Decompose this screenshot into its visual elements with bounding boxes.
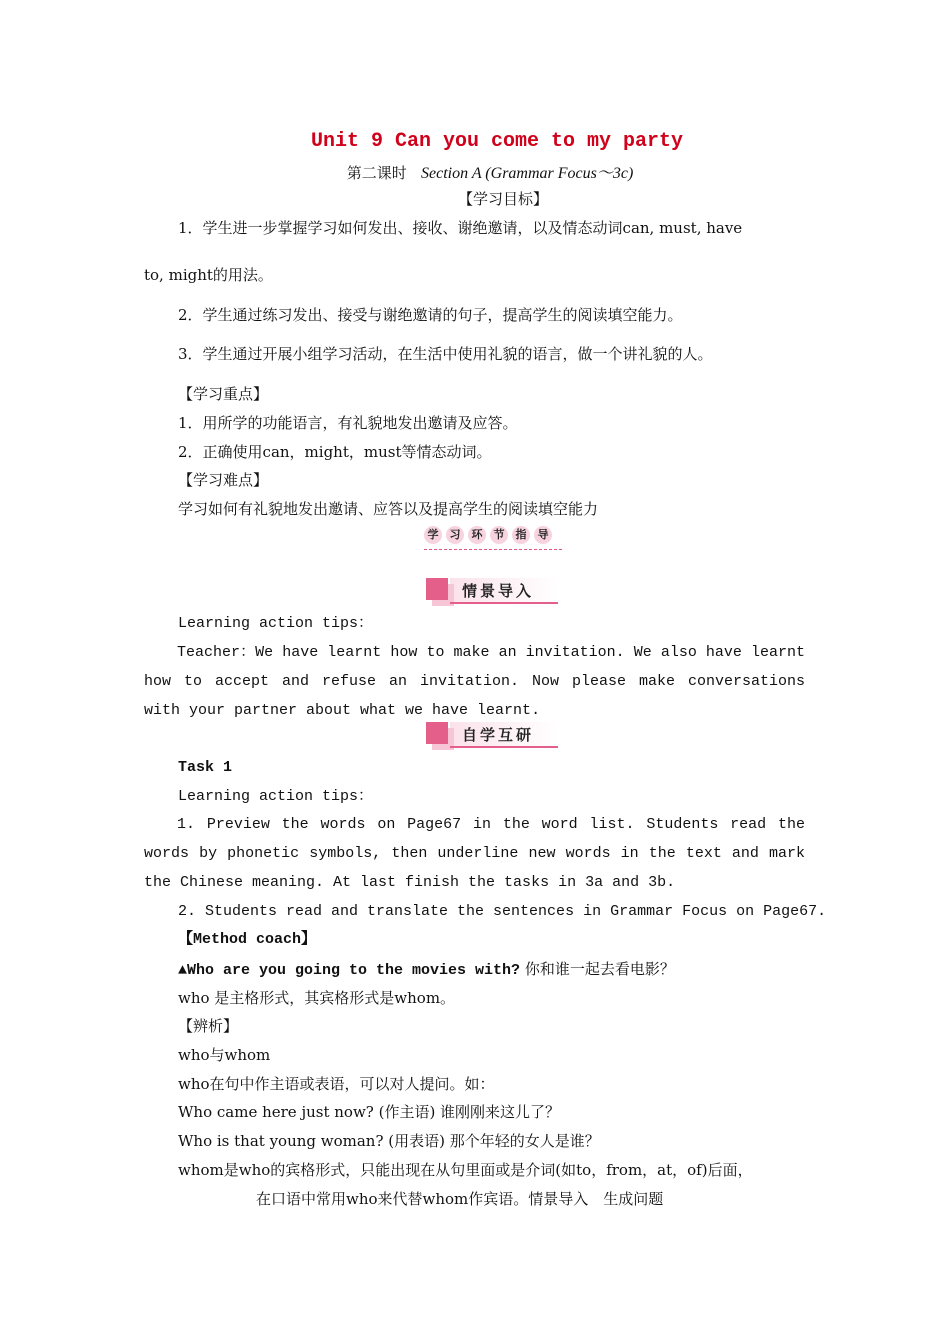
- example-1: Who came here just now? (作主语) 谁刚刚来这儿了？: [178, 1103, 561, 1121]
- analysis-heading: 【辨析】: [178, 1017, 239, 1035]
- section-heading-scene-text: 情景导入: [462, 582, 535, 600]
- banner-char: 指: [512, 526, 530, 544]
- banner-char: 习: [446, 526, 464, 544]
- tip-1-paragraph: [144, 810, 805, 897]
- who-whom-title: who与whom: [178, 1046, 271, 1064]
- section-heading-scene: [426, 576, 558, 606]
- task-label: Task 1: [178, 759, 233, 776]
- whom-line-1: whom是who的宾格形式，只能出现在从句里面或是介词(如to，from，at，of)后面，: [178, 1161, 753, 1179]
- tip-2: 2. Students read and translate the sentences in Grammar Focus on Page67.: [178, 903, 827, 920]
- learning-guide-banner: [424, 524, 562, 552]
- banner-divider: [424, 549, 562, 550]
- objective-1-line-2: to, might的用法。: [144, 266, 273, 284]
- example-english: ▲Who are you going to the movies with?: [178, 962, 521, 979]
- example-chinese: 你和谁一起去看电影？: [524, 960, 675, 978]
- difficulty-text: 学习如何有礼貌地发出邀请、应答以及提高学生的阅读填空能力: [178, 500, 599, 518]
- tips-label-2: Learning action tips：: [178, 788, 374, 805]
- tip-1-text: 1. Preview the words on Page67 in the word list. Students read the words by phonetic symbols, then underline new words in the text and mark the Chinese meaning. At last finish the tasks in 3a and 3b.: [144, 816, 805, 891]
- objective-1-line-1: 1．学生进一步掌握学习如何发出、接收、谢绝邀请，以及情态动词can, must, have: [178, 219, 743, 237]
- lesson-label: 第二课时: [346, 164, 407, 182]
- teacher-paragraph: [144, 638, 805, 725]
- whom-line-2: 在口语中常用who来代替whom作宾语。情景导入 生成问题: [256, 1190, 664, 1208]
- example-2: Who is that young woman? (用表语) 那个年轻的女人是谁？: [178, 1132, 600, 1150]
- example-sentence: [178, 959, 675, 981]
- objectives-heading: 【学习目标】: [457, 190, 548, 208]
- who-note: who 是主格形式，其宾格形式是whom。: [178, 989, 456, 1007]
- focus-2: 2．正确使用can，might，must等情态动词。: [178, 443, 492, 461]
- method-coach-heading: 【Method coach】: [178, 931, 317, 948]
- teacher-paragraph-text: Teacher：We have learnt how to make an invitation. We also have learnt how to accept and refuse an invitation. Now please make conversations with your partner about what we have learnt.: [144, 644, 805, 719]
- subtitle: [0, 160, 950, 183]
- objective-3: 3．学生通过开展小组学习活动，在生活中使用礼貌的语言，做一个讲礼貌的人。: [178, 345, 713, 363]
- banner-char: 环: [468, 526, 486, 544]
- focus-heading: 【学习重点】: [178, 385, 269, 403]
- section-heading-self-study: [426, 720, 558, 750]
- difficulty-heading: 【学习难点】: [178, 471, 269, 489]
- focus-1: 1．用所学的功能语言，有礼貌地发出邀请及应答。: [178, 414, 518, 432]
- section-label: Section A (Grammar Focus～3c): [421, 165, 634, 182]
- section-heading-self-study-text: 自学互研: [462, 726, 535, 744]
- banner-char: 学: [424, 526, 442, 544]
- banner-char: 节: [490, 526, 508, 544]
- objective-2: 2．学生通过练习发出、接受与谢绝邀请的句子，提高学生的阅读填空能力。: [178, 306, 683, 324]
- who-usage: who在句中作主语或表语，可以对人提问。如：: [178, 1075, 495, 1093]
- banner-char: 导: [534, 526, 552, 544]
- tips-label-1: Learning action tips：: [178, 615, 374, 632]
- page-title: Unit 9 Can you come to my party: [310, 130, 684, 153]
